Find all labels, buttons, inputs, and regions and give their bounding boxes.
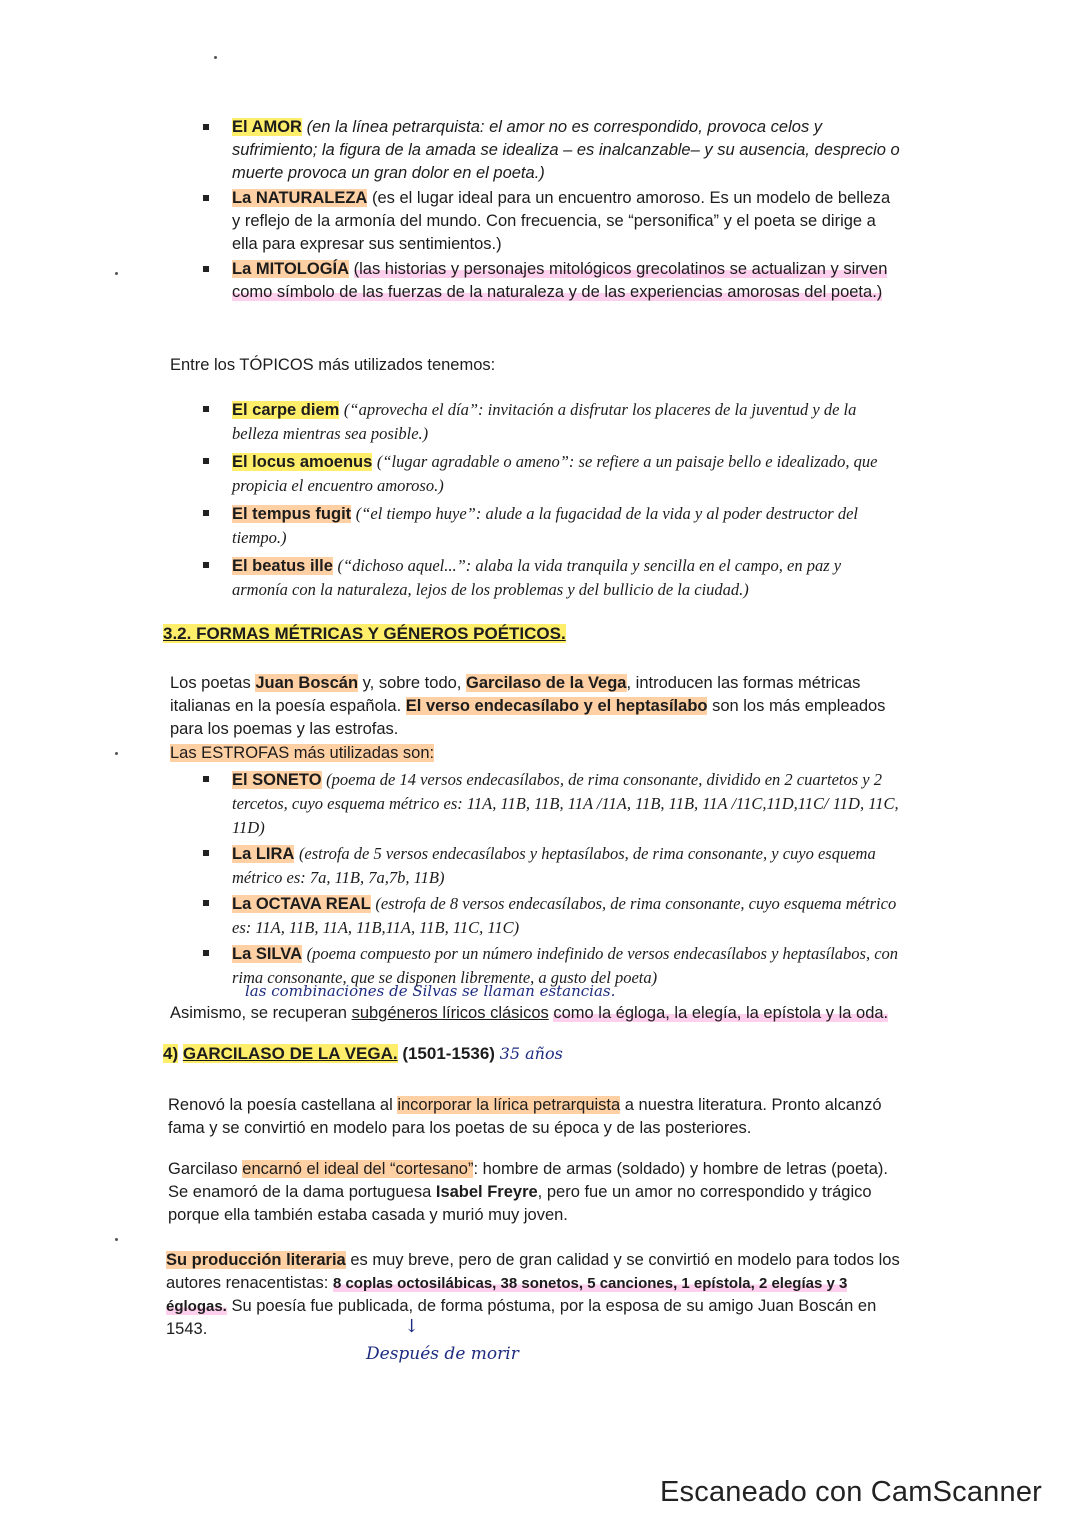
estrofas-intro bbox=[170, 742, 890, 765]
text: a nuestra literatura. Pronto alcanzó fama y se convirtió en modelo para los poetas de su época y de las posteriores. bbox=[168, 1096, 882, 1137]
handwritten-note: las combinaciones de Silvas se llaman estancias. bbox=[245, 982, 616, 1000]
highlight: Su producción literaria bbox=[166, 1251, 346, 1269]
paragraph bbox=[168, 1094, 888, 1140]
estrofa-name: El SONETO bbox=[232, 771, 322, 789]
topico-name: El tempus fugit bbox=[232, 505, 352, 523]
author-name: Juan Boscán bbox=[255, 674, 359, 692]
text: Su poesía fue publicada, de forma póstuma, por la esposa de su amigo Juan Boscán en 1543. bbox=[166, 1297, 877, 1338]
section-title bbox=[163, 1042, 563, 1065]
handwritten-note: 35 años bbox=[499, 1044, 563, 1063]
text: , pero fue un amor no correspondido y trágico porque ella también estaba casada y murió muy joven. bbox=[168, 1183, 872, 1224]
topico-text: (“el tiempo huye”: alude a la fugacidad de la vida y al poder destructor del tiempo.) bbox=[232, 504, 859, 547]
topico-name: El locus amoenus bbox=[232, 453, 373, 471]
handwritten-note: Después de morir bbox=[366, 1344, 519, 1364]
paragraph bbox=[168, 1158, 898, 1227]
estrofa-name: La OCTAVA REAL bbox=[232, 895, 371, 913]
paragraph bbox=[166, 1249, 901, 1341]
highlight: encarnó el ideal del “cortesano” bbox=[242, 1160, 474, 1178]
scan-speck bbox=[115, 1238, 118, 1241]
tema-name: La MITOLOGÍA bbox=[232, 260, 350, 278]
section-number: 4) bbox=[163, 1044, 179, 1063]
list-item bbox=[200, 502, 900, 550]
section-heading: GARCILASO DE LA VEGA. bbox=[182, 1044, 398, 1063]
list-item bbox=[200, 116, 900, 185]
list-item bbox=[200, 554, 900, 602]
topico-text: (“lugar agradable o ameno”: se refiere a un paisaje bello e idealizado, que propicia el encuentro amoroso.) bbox=[232, 452, 878, 495]
tema-name: La NATURALEZA bbox=[232, 189, 368, 207]
arrow-down-icon: ↓ bbox=[404, 1316, 420, 1337]
highlight: incorporar la lírica petrarquista bbox=[397, 1096, 621, 1114]
person-name: Isabel Freyre bbox=[435, 1183, 538, 1201]
text: subgéneros líricos clásicos bbox=[351, 1004, 549, 1022]
tema-text: (las historias y personajes mitológicos grecolatinos se actualizan y sirven como símbolo de las fuerzas de la naturaleza y de las experiencias amorosas del poeta.) bbox=[232, 260, 888, 301]
text: Las ESTROFAS más utilizadas son: bbox=[170, 744, 435, 762]
text: Los poetas bbox=[170, 674, 251, 692]
text: como la égloga, la elegía, la epístola y la oda. bbox=[553, 1004, 889, 1022]
list-item bbox=[200, 258, 900, 304]
topico-text: (“dichoso aquel...”: alaba la vida tranquila y sencilla en el campo, en paz y armonía con la naturaleza, lejos de los problemas y del bullicio de la ciudad.) bbox=[232, 556, 842, 599]
topico-name: El carpe diem bbox=[232, 401, 340, 419]
list-item bbox=[200, 450, 900, 498]
scan-speck bbox=[214, 56, 217, 59]
tema-text: (en la línea petrarquista: el amor no es correspondido, provoca celos y sufrimiento; la figura de la amada se idealiza – es inalcanzable– y su ausencia, desprecio o muerte provoca un gran dolor en el poeta.) bbox=[232, 118, 900, 182]
temas-list bbox=[200, 116, 900, 304]
estrofa-name: La LIRA bbox=[232, 845, 295, 863]
dates: (1501-1536) bbox=[402, 1044, 495, 1063]
scan-speck bbox=[115, 752, 118, 755]
tema-name: El AMOR bbox=[232, 118, 302, 136]
text: y, sobre todo, bbox=[362, 674, 462, 692]
list-item bbox=[200, 398, 900, 446]
works-list: 8 coplas octosilábicas, 38 sonetos, 5 canciones, 1 epístola, 2 elegías y 3 églogas. bbox=[166, 1275, 848, 1315]
text: : hombre de armas (soldado) y hombre de letras (poeta). Se enamoró de la dama portuguesa bbox=[168, 1160, 888, 1201]
author-name: Garcilaso de la Vega bbox=[465, 674, 627, 692]
paragraph bbox=[170, 672, 890, 741]
list-item bbox=[200, 842, 900, 890]
estrofa-text: (estrofa de 8 versos endecasílabos, de rima consonante, cuyo esquema métrico es: 11A, 11B, 11A, 11B,11A, 11B, 11C, 11C) bbox=[232, 894, 897, 937]
topico-name: El beatus ille bbox=[232, 557, 333, 575]
text: , introducen las formas métricas italianas en la poesía española. bbox=[170, 674, 861, 715]
list-item bbox=[200, 187, 900, 256]
topico-text: (“aprovecha el día”: invitación a disfrutar los placeres de la juventud y de la belleza mientras sea posible.) bbox=[232, 400, 857, 443]
text: es muy breve, pero de gran calidad y se convirtió en modelo para todos los autores renacentistas: bbox=[166, 1251, 900, 1292]
section-title bbox=[163, 622, 566, 645]
text: son los más empleados para los poemas y las estrofas. bbox=[170, 697, 886, 738]
list-item bbox=[200, 768, 900, 840]
section-heading: 3.2. FORMAS MÉTRICAS Y GÉNEROS POÉTICOS. bbox=[163, 624, 566, 643]
estrofa-name: La SILVA bbox=[232, 945, 302, 963]
verse-types: El verso endecasílabo y el heptasílabo bbox=[405, 697, 708, 715]
estrofa-text: (poema de 14 versos endecasílabos, de rima consonante, dividido en 2 cuartetos y 2 tercetos, cuyo esquema métrico es: 11A, 11B, 11B, 11A /11A, 11B, 11B, 11A /11C,11D,11C/ 11D, 11C, 11D) bbox=[232, 770, 899, 837]
topicos-list bbox=[200, 398, 900, 602]
text: Asimismo, se recuperan bbox=[170, 1004, 347, 1022]
list-item bbox=[200, 892, 900, 940]
scan-speck bbox=[115, 272, 118, 275]
tema-text: (es el lugar ideal para un encuentro amoroso. Es un modelo de belleza y reflejo de la armonía del mundo. Con frecuencia, se “personifica” y el poeta se dirige a ella para expresar sus sentimientos.) bbox=[232, 189, 891, 253]
text: Garcilaso bbox=[168, 1160, 238, 1178]
topicos-intro: Entre los TÓPICOS más utilizados tenemos: bbox=[170, 356, 496, 374]
paragraph bbox=[170, 1002, 890, 1025]
estrofa-text: (estrofa de 5 versos endecasílabos y heptasílabos, de rima consonante, y cuyo esquema métrico es: 7a, 11B, 7a,7b, 11B) bbox=[232, 844, 876, 887]
estrofas-list bbox=[200, 768, 900, 990]
scanner-watermark: Escaneado con CamScanner bbox=[660, 1476, 1043, 1508]
estrofa-text: (poema compuesto por un número indefinido de versos endecasílabos y heptasílabos, con rima consonante, que se disponen libremente, a gusto del poeta) bbox=[232, 944, 899, 987]
text: Renovó la poesía castellana al bbox=[168, 1096, 393, 1114]
